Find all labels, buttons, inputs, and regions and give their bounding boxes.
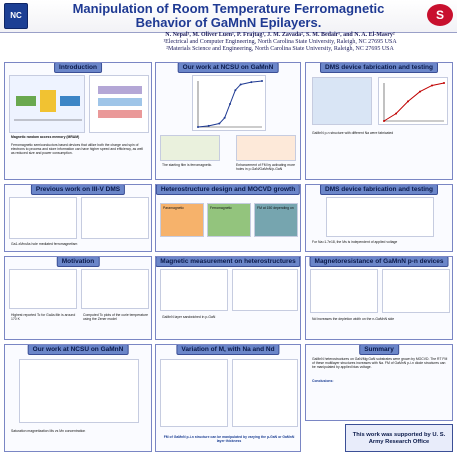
data-point bbox=[419, 91, 421, 93]
layer-label-3: FM at 150 depending on bbox=[257, 206, 294, 210]
magnetic-fig-1 bbox=[160, 269, 228, 311]
mr-fig-2 bbox=[382, 269, 450, 313]
ms-vs-mn-chart bbox=[19, 359, 139, 423]
logo-left bbox=[4, 3, 28, 29]
magnetic-fig-2 bbox=[232, 269, 298, 311]
summary-text: GaMnN heterostructures on GaN/Mg:GaN substrates were grown by MOCVD. The RT FM of these multilayer structures increases with Na. FM of GaMnN p-i-n diode structures can be manipulated by applied bias voltage. bbox=[312, 357, 448, 369]
panel-title-motivation: Motivation bbox=[57, 256, 100, 267]
panel-magnetic-measurement bbox=[155, 256, 301, 340]
structure-figure-2 bbox=[236, 135, 296, 161]
panel-title-introduction: Introduction bbox=[54, 62, 102, 73]
panel-title-summary: Summary bbox=[359, 344, 399, 355]
layer-stack-3 bbox=[254, 203, 298, 237]
logo-right-text: S bbox=[435, 8, 444, 22]
panel-title-magnetoresistance: Magnetoresistance of GaMnN p-n devices bbox=[310, 256, 449, 267]
panel-title-variation: Variation of M, with Na and Nd bbox=[176, 344, 279, 355]
panel-title-magnetic: Magnetic measurement on heterostructures bbox=[155, 256, 300, 267]
iv-chart bbox=[378, 77, 448, 125]
data-point bbox=[218, 123, 220, 125]
acknowledgement: This work was supported by U. S. Army Research Office bbox=[345, 424, 453, 452]
data-point bbox=[208, 125, 210, 127]
panel-title-heterostructure: Heterostructure design and MOCVD growth bbox=[156, 184, 300, 195]
panel-title-our-work-1: Our work at NCSU on GaMnN bbox=[178, 62, 279, 73]
layer-label-2: Ferromagnetic bbox=[210, 206, 232, 210]
panel-magnetoresistance bbox=[305, 256, 453, 340]
data-point bbox=[407, 100, 409, 102]
ncsu-text-2: Enhancement of FM by activating more holes in p-GaN/GaMnN/p-GaN bbox=[236, 163, 295, 171]
hysteresis-chart bbox=[192, 75, 266, 131]
structure-figure-1 bbox=[160, 135, 220, 161]
poster-title-line1: Manipulation of Room Temperature Ferromagnetic bbox=[72, 1, 385, 16]
panel-title-dms-1: DMS device fabrication and testing bbox=[320, 62, 438, 73]
mr-text: Nd increases the depletion width on the n-GaMnN side bbox=[312, 317, 395, 321]
magnetic-text: GaMnN layer sandwiched in p-GaN bbox=[162, 315, 216, 319]
affiliation-1: ¹Electrical and Computer Engineering, North Carolina State University, Raleigh, NC 27695 USA bbox=[163, 39, 397, 45]
motivation-fig-1 bbox=[9, 269, 77, 309]
panel-introduction bbox=[4, 62, 152, 180]
ncsu2-text: Saturation magnetization Ms vs Mn concentration bbox=[11, 429, 86, 433]
layer-stack-2 bbox=[207, 203, 251, 237]
iv-chart-svg bbox=[379, 78, 449, 126]
poster-header bbox=[0, 0, 457, 33]
data-point bbox=[224, 117, 226, 119]
data-point bbox=[234, 89, 236, 91]
panel-title-dms-2: DMS device fabrication and testing bbox=[320, 184, 438, 195]
ncsu-text-1: The starting film is ferromagnetic. bbox=[162, 163, 213, 167]
spin-device-figure bbox=[89, 75, 149, 133]
panel-variation bbox=[155, 344, 301, 452]
variation-caption: FM of GaMnN p-i-n structure can be manipulated by varying the p-GaN or GaMnN layer thickness bbox=[163, 435, 295, 443]
panel-title-previous-work: Previous work on III-V DMS bbox=[31, 184, 125, 195]
data-point bbox=[250, 81, 252, 83]
panel-previous-work bbox=[4, 184, 152, 252]
panel-dms-fabrication-1 bbox=[305, 62, 453, 180]
variation-fig-1 bbox=[160, 359, 228, 427]
logo-left-text: NC bbox=[10, 11, 22, 20]
previous-fig-1 bbox=[9, 197, 77, 239]
data-point bbox=[240, 83, 242, 85]
previous-fig-2 bbox=[81, 197, 149, 239]
hysteresis-chart-svg bbox=[193, 76, 267, 132]
panel-our-work-2 bbox=[4, 344, 152, 452]
mr-fig-1 bbox=[310, 269, 378, 313]
previous-text: Ga1-xMnxAs hole mediated ferromagnetism bbox=[11, 242, 78, 246]
author-block bbox=[150, 32, 410, 53]
data-point bbox=[395, 113, 397, 115]
data-point bbox=[431, 84, 433, 86]
conclusions-heading: Conclusions: bbox=[312, 379, 334, 383]
variation-fig-2 bbox=[232, 359, 298, 427]
dms2-text: For Na=1.7e18, the Ms is independent of applied voltage bbox=[312, 240, 398, 244]
device-schematic bbox=[312, 77, 372, 125]
motivation-fig-2 bbox=[81, 269, 149, 309]
logo-right bbox=[427, 4, 453, 26]
panel-dms-fabrication-2 bbox=[305, 184, 453, 252]
dms2-figure bbox=[326, 197, 434, 237]
poster-title bbox=[40, 2, 417, 30]
intro-text: Ferromagnetic semiconductors based devices that utilize both the charge and spin of electrons to process and store information can have higher speed and efficiency, as well as reduced size and power consumption. bbox=[11, 143, 143, 155]
data-point bbox=[383, 120, 385, 122]
panel-heterostructure bbox=[155, 184, 301, 252]
data-point bbox=[229, 103, 231, 105]
series-line bbox=[384, 83, 444, 121]
motivation-text-1: Highest reported Tc for GaAs:Mn is around 170 K bbox=[11, 313, 76, 321]
mram-caption: Magnetic random access memory (MRAM) bbox=[11, 135, 80, 139]
authors-line: N. Nepal¹, M. Oliver Luen¹, P. Frajtag¹, J. M. Zavada², S. M. Bedair¹, and N. A. El-Masry² bbox=[165, 32, 395, 38]
panel-our-work-1 bbox=[155, 62, 301, 180]
data-point bbox=[197, 126, 199, 128]
panel-title-our-work-2: Our work at NCSU on GaMnN bbox=[28, 344, 129, 355]
poster-title-line2: Behavior of GaMnN Epilayers. bbox=[135, 15, 322, 30]
mram-figure bbox=[9, 75, 85, 133]
panel-summary bbox=[305, 344, 453, 421]
dms-text: GaMnN p-n structure with different Na were fabricated bbox=[312, 131, 394, 135]
layer-label-1: Paramagnetic bbox=[163, 206, 184, 210]
data-point bbox=[261, 80, 263, 82]
data-point bbox=[443, 82, 445, 84]
layer-stack-1 bbox=[160, 203, 204, 237]
motivation-text-2: Computed Tc plots of the curie temperature using the Zener model bbox=[83, 313, 148, 321]
panel-motivation bbox=[4, 256, 152, 340]
affiliation-2: ²Materials Science and Engineering, North Carolina State University, Raleigh, NC 27695 USA bbox=[166, 46, 394, 52]
